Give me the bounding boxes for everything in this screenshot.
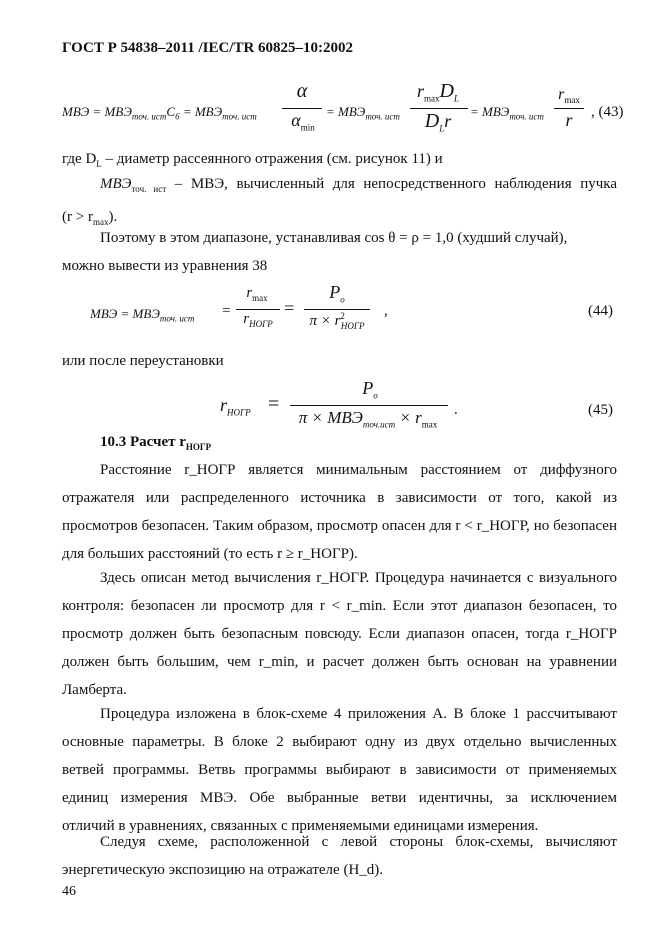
eq44-fraction-bar-2 [304,309,370,310]
p3-line-2: контроля: безопасен ли просмотр для r < r_min. Если этот диапазон безопасен, то [62,598,617,614]
eq43-lhs: МВЭ = $МВЭ_{точ. ист}C_6 = МВЭ_{точ. ист}$ [62,104,257,122]
eq43-f2-numerator: $r_{max}D_L$ [417,80,459,104]
p4-line-4: единиц измерения МВЭ. Обе выбранные ветви идентичны, за исключением [62,790,617,806]
eq44-equals-1: = [222,303,231,319]
paragraph-3 [62,564,617,704]
paragraph-5 [62,828,617,884]
p2-line-1: Расстояние r_НОГР является минимальным расстоянием от диффузного [100,462,617,478]
p4-line-2: основные параметры. В блоке 2 выбирают одну из двух отдельно вычисленных [62,734,617,750]
p2-line-3: просмотров безопасен. Таким образом, просмотр опасен для r < r_НОГР, но безопасен [62,518,617,534]
eq44-lhs: МВЭ = $МВЭ_{точ. ист}$ [90,306,195,324]
eq43-number: , (43) [591,104,624,120]
p4-line-3: ветвей программы. Ветвь программы выбирают в зависимости от применяемых [62,762,617,778]
eq45-fraction-bar [290,405,448,406]
p4-line-5: отличий в уравнениях, связанных с применяемыми единицами измерения. [62,818,539,834]
where-line: где $D_L$ – диаметр рассеянного отражения (см. рисунок 11) и [62,151,443,169]
eq44-f2-denominator: $\pi \times r^2_{НОГР}$ [309,311,365,331]
paragraph-4 [62,700,617,840]
eq43-alpha-denominator: $\alpha_{min}$ [291,110,315,133]
p3-line-1: Здесь описан метод вычисления r_НОГР. Процедура начинается с визуального [100,570,617,586]
eq45-lhs: $r_{НОГР}$ [220,395,251,418]
eq43-alpha-numerator: α [296,80,308,102]
paragraph-1: Поэтому в этом диапазоне, устанавливая cos θ = ρ = 1,0 (худший случай), можно вывести из уравнения 38 [62,230,568,274]
eq44-f2-numerator: $P_o$ [329,282,345,305]
eq43-f3-numerator: $r_{max}$ [558,86,580,106]
eq43-right: = $МВЭ_{точ. ист}$ [470,104,544,122]
eq44-f1-numerator: $r_{max}$ [246,285,268,303]
p3-line-3: просмотр должен быть безопасным повсюду. Если диапазон опасен, тогда r_НОГР [62,626,617,642]
document-header: ГОСТ Р 54838–2011 /IEC/TR 60825–10:2002 [62,40,354,56]
p2-line-2: отражателя или распределенного источника в зависимости от того, какой из [62,490,617,506]
eq43-fraction-bar-3 [554,108,584,109]
eq43-middle: = $МВЭ_{точ. ист}$ [326,104,400,122]
p3-line-5: Ламберта. [62,682,127,698]
eq45-numerator: $P_o$ [362,378,378,401]
p4-line-1: Процедура изложена в блок-схеме 4 приложения А. В блоке 1 рассчитывают [100,706,617,722]
eq44-comma: , [384,303,388,319]
eq45-equals: = [268,393,280,415]
eq43-f3-denominator: r [565,110,573,130]
mve-definition: $МВЭ_{точ. ист}$ – МВЭ, вычисленный для непосредственного наблюдения пучка $(r > r_{max})$. [62,176,617,227]
section-heading: 10.3 Расчет $r_{НОГР}$ [100,434,212,452]
eq43-fraction-bar-2 [410,108,468,109]
paragraph-2 [62,456,617,568]
eq43-fraction-bar-1 [282,108,322,109]
eq45-number: (45) [588,402,613,418]
eq44-equals-2: = [284,298,295,318]
after-eq44: или после переустановки [62,353,224,369]
eq44-f1-denominator: $r_{НОГР}$ [243,311,273,329]
eq44-number: (44) [588,303,613,319]
p2-line-4: для больших расстояний (то есть r ≥ r_НОГР). [62,546,358,562]
p3-line-4: должен быть большим, чем r_min, и расчет должен быть основан на уравнении [62,654,617,670]
p5-line-1: Следуя схеме, расположенной с левой стороны блок-схемы, вычисляют [100,834,617,850]
eq44-fraction-bar-1 [236,309,280,310]
p5-line-2: энергетическую экспозицию на отражателе (H_d). [62,862,384,878]
page-number: 46 [62,884,76,899]
eq45-dot: . [454,402,458,418]
eq43-f2-denominator: $D_Lr$ [424,110,452,134]
eq45-denominator: $\pi \times МВЭ_{точ.ист} \times r_{max}$ [298,408,438,430]
